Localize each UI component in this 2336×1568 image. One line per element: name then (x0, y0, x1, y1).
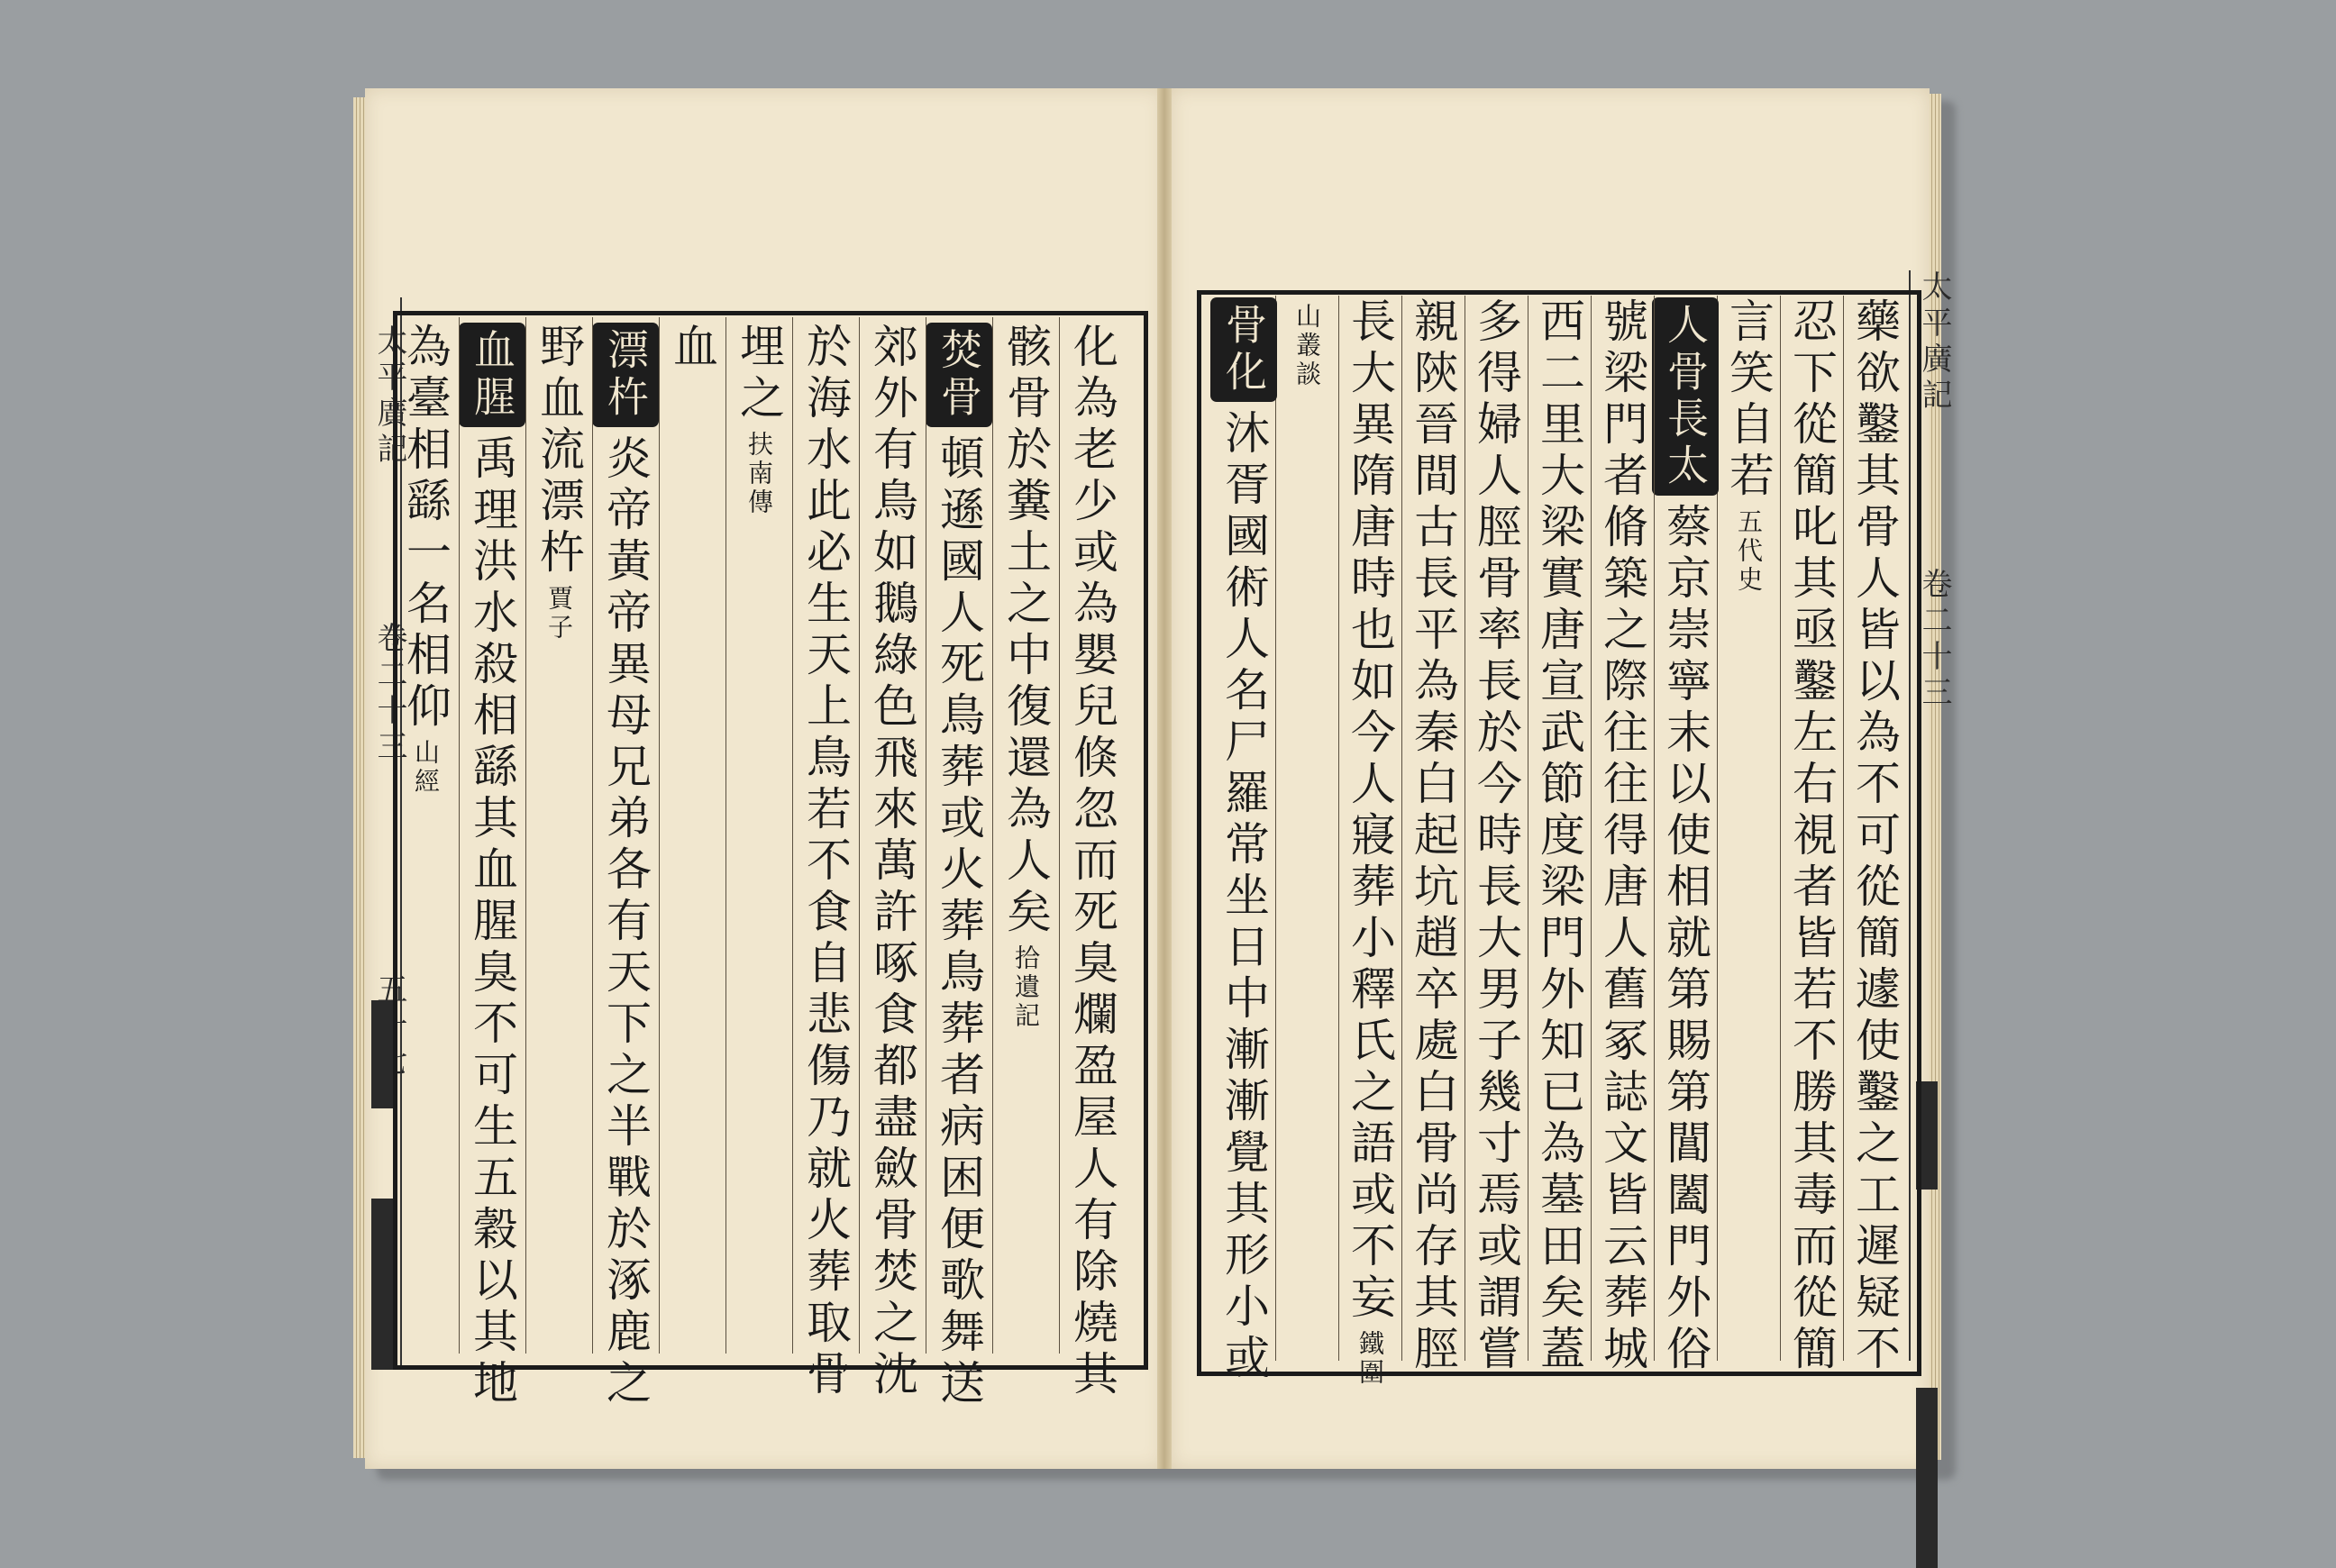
column-text: 血 (666, 323, 718, 374)
text-column (465, 323, 519, 1410)
column-rule (859, 317, 860, 1354)
text-column (999, 323, 1053, 1031)
source-note: 扶南傳 (744, 431, 774, 517)
column-rule (992, 317, 993, 1354)
column-rule (1059, 317, 1060, 1354)
column-text: 炎帝黃帝異母兄弟各有天下之半戰於涿鹿之 (599, 434, 652, 1410)
column-text: 言笑自若 (1722, 297, 1775, 503)
source-note: 拾遺記 (1011, 944, 1041, 1031)
column-text: 蔡京崇寧末以使相就第賜第閶闔門外俗 (1659, 503, 1711, 1376)
folio-title: 太平廣記 (371, 324, 407, 469)
text-column (798, 323, 853, 1401)
text-column (1721, 297, 1775, 595)
column-rule (1401, 296, 1402, 1361)
folio-page-number: 五十七 (371, 973, 407, 1081)
column-rule (1338, 296, 1339, 1361)
text-column (1532, 297, 1586, 1376)
fishtail-mark (371, 1199, 393, 1370)
text-column (1469, 297, 1523, 1376)
column-rule (459, 317, 460, 1354)
column-text: 骸骨於糞土之中復還為人矣 (999, 323, 1052, 939)
column-rule (1780, 296, 1781, 1361)
text-column (1406, 297, 1460, 1376)
section-heading-tag: 漂杵 (592, 323, 659, 427)
text-column (598, 323, 652, 1410)
text-column (1280, 297, 1334, 389)
column-text: 藥欲鑿其骨人皆以為不可從簡遽使鑿之工遲疑不 (1848, 297, 1901, 1376)
text-column (1784, 297, 1839, 1376)
column-rule (592, 317, 593, 1354)
column-text: 野血流漂杵 (533, 323, 585, 579)
section-heading-tag: 骨化 (1210, 297, 1277, 402)
folio-volume: 卷二十三 (1916, 568, 1952, 712)
folio-title: 太平廣記 (1916, 270, 1952, 415)
column-text: 沐胥國術人名尸羅常坐日中漸漸覺其形小或 (1218, 409, 1270, 1385)
section-heading-tag: 血腥 (459, 323, 525, 427)
text-column (1658, 297, 1712, 1376)
section-heading-tag: 人骨長太 (1652, 297, 1719, 496)
source-note: 五代史 (1734, 508, 1764, 595)
column-text: 於海水此必生天上鳥若不食自悲傷乃就火葬取骨 (799, 323, 852, 1401)
source-note: 山叢談 (1292, 303, 1322, 389)
column-text: 郊外有鳥如鵝綠色飛來萬許啄食都盡斂骨焚之沈 (866, 323, 918, 1401)
column-text: 長大異隋唐時也如今人寢葬小釋氏之語或不妄 (1344, 297, 1396, 1325)
column-text: 號梁門者脩築之際往往得唐人舊冢誌文皆云葬城 (1596, 297, 1648, 1376)
column-rule (659, 317, 660, 1354)
column-text: 西二里大梁實唐宣武節度梁門外知已為墓田矣蓋 (1533, 297, 1585, 1376)
column-text: 多得婦人脛骨率長於今時長大男子幾寸焉或謂嘗 (1470, 297, 1522, 1376)
column-text: 化為老少或為嬰兒倏忽而死臭爛盈屋人有除燒其 (1066, 323, 1118, 1401)
text-column (1595, 297, 1649, 1376)
text-column (732, 323, 786, 517)
column-rule (525, 317, 526, 1354)
section-heading-tag: 焚骨 (926, 323, 992, 427)
column-text: 親陝晉間古長平為秦白起坑趙卒處白骨尚存其脛 (1407, 297, 1459, 1376)
book-gutter (1157, 88, 1172, 1469)
source-note: 山經 (411, 739, 441, 797)
column-rule (725, 317, 726, 1354)
column-text: 忍下從簡叱其亟鑿左右視者皆若不勝其毒而從簡 (1785, 297, 1838, 1376)
text-column (932, 323, 986, 1410)
column-text: 為臺相繇一名相仰 (399, 323, 452, 734)
source-note: 賈子 (544, 585, 574, 643)
column-rule (1654, 296, 1655, 1361)
column-text: 埋之 (733, 323, 785, 425)
text-column (532, 323, 586, 643)
text-column (865, 323, 919, 1401)
text-column (665, 323, 719, 374)
column-rule (1843, 296, 1844, 1361)
column-rule (792, 317, 793, 1354)
text-column (1343, 297, 1397, 1388)
text-column (1848, 297, 1902, 1376)
column-text: 頓遜國人死鳥葬或火葬鳥葬者病困便歌舞送 (933, 434, 985, 1410)
column-text: 禹理洪水殺相繇其血腥臭不可生五穀以其地 (466, 434, 518, 1410)
source-note: 鐵圍 (1355, 1330, 1385, 1388)
text-column (398, 323, 452, 797)
text-column (1217, 297, 1271, 1385)
text-column (1065, 323, 1119, 1401)
column-rule (1591, 296, 1592, 1361)
fishtail-mark (1916, 1388, 1938, 1568)
folio-volume: 卷二十三 (371, 622, 407, 766)
column-rule (1275, 296, 1276, 1361)
